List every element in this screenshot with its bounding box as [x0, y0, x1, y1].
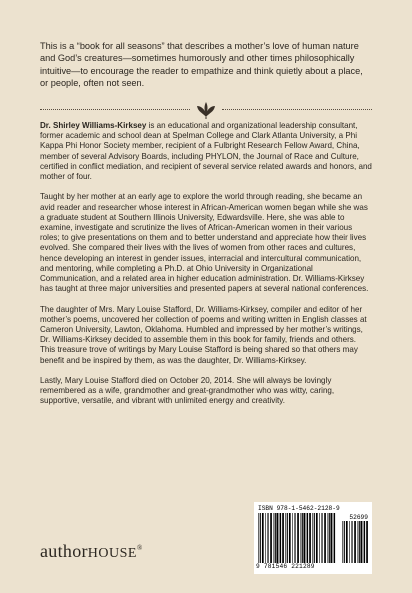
bio-paragraph: [40, 121, 372, 182]
bio-paragraph-2: Taught by her mother at an early age to explore the world through reading, she became an avid reader and researcher whose interest in African-American women began while she was a graduate student at Southern Illinois University, Edwardsville. Here, she was able to examine, investigate and scrutinize the lives of African-American women in their various roles; to give presentations on them and to better understand and appreciate how their lives evolved. She compared their lives with the lives of women from other races and cultures, hence developing an interest in gender issues, interracial and intercultural communication, and mentoring, while completing a Ph.D. at Ohio University in Organizational Communication, and a related area in higher education administration. Dr. Williams-Kirksey has taught at three major universities and presented papers at several national conferences.: [40, 192, 369, 294]
ornament-divider: [40, 101, 372, 119]
leaf-ornament-icon: [195, 101, 217, 119]
divider-line-right: [222, 109, 372, 110]
logo-registered-mark: ®: [136, 544, 143, 552]
author-bio: [40, 121, 372, 417]
isbn-barcode: [254, 502, 372, 574]
intro-blurb: This is a “book for all seasons” that describes a mother’s love of human nature and God’s creatures—sometimes humorously and other times philosophically intuitive—to encourage the reader to empathize and think quietly about a place, or people, often not seen.: [40, 41, 363, 89]
author-name: Dr. Shirley Williams-Kirksey: [40, 121, 147, 130]
price-code: 52699: [349, 514, 368, 521]
barcode-digits: 9 781546 221289: [256, 563, 315, 570]
bio-text: is an educational and organizational leadership consultant, former academic and school dean at Spelman College and Clark Atlanta University, a Phi Kappa Phi Honor Society member, recipient of a Fulbright Research Fellow Award, China, member of several Advisory Boards, including PHYLON, the Journal of Race and Culture, certified in conflict mediation, and recipient of several service related awards and honors, and mother of four.: [40, 121, 372, 182]
isbn-number: ISBN 978-1-5462-2128-9: [258, 505, 340, 512]
divider-line-left: [40, 109, 190, 110]
logo-author: author: [40, 541, 88, 561]
logo-house: HOUSE: [87, 546, 137, 561]
bio-paragraph-3: The daughter of Mrs. Mary Louise Stafford, Dr. Williams-Kirksey, compiler and editor of her mother’s poems, uncovered her collection of poems and writing written in English classes at Cameron University, Lawton, Oklahoma. Humbled and impressed by her mother’s writings, Dr. Williams-Kirksey decided to assemble them in this book for family, friends and others. This treasure trove of writings by Mary Louise Stafford is being shared so that others may benefit and be inspired by them, as was the daughter, Dr. Williams-Kirksey.: [40, 304, 367, 365]
publisher-logo: [40, 541, 143, 562]
bio-paragraph-4: Lastly, Mary Louise Stafford died on October 20, 2014. She will always be lovingly remembered as a wife, grandmother and great-grandmother who was witty, caring, supportive, versatile, and vibrant with unlimited energy and creativity.: [40, 376, 335, 406]
barcode-bars: [256, 513, 370, 563]
